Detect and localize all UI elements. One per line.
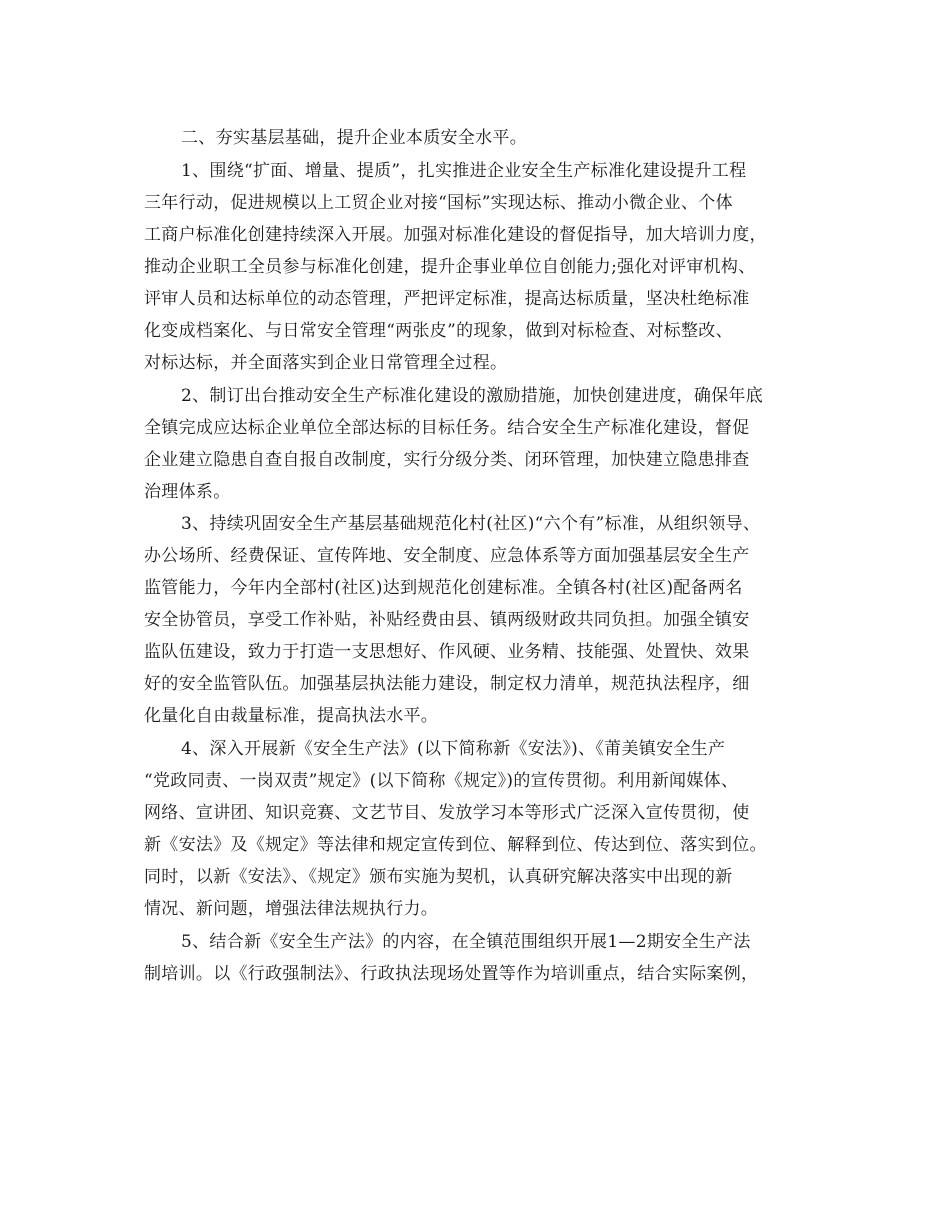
- paragraph-line: 安全协管员，享受工作补贴，补贴经费由县、镇两级财政共同负担。加强全镇安: [144, 610, 750, 630]
- paragraph-line: 1、围绕“扩面、增量、提质”，扎实推进企业安全生产标准化建设提升工程: [181, 161, 747, 181]
- paragraph-line: 推动企业职工全员参与标准化创建，提升企事业单位自创能力;强化对评审机构、: [144, 257, 756, 277]
- paragraph-line: 办公场所、经费保证、宣传阵地、安全制度、应急体系等方面加强基层安全生产: [144, 546, 750, 566]
- paragraph-line: 同时，以新《安法》、《规定》颁布实施为契机，认真研究解决落实中出现的新: [144, 867, 733, 887]
- paragraph-line: 2、制订出台推动安全生产标准化建设的激励措施，加快创建进度，确保年底: [181, 386, 764, 406]
- paragraph-line: 企业建立隐患自查自报自改制度，实行分级分类、闭环管理，加快建立隐患排查: [144, 450, 750, 470]
- paragraph-line: 全镇完成应达标企业单位全部达标的目标任务。结合安全生产标准化建设，督促: [144, 418, 750, 438]
- paragraph-line: 4、深入开展新《安全生产法》(以下简称新《安法》)、《莆美镇安全生产: [181, 739, 726, 759]
- paragraph-line: 新《安法》及《规定》等法律和规定宣传到位、解释到位、传达到位、落实到位。: [144, 835, 767, 855]
- paragraph-line: “党政同责、一岗双责”规定》(以下简称《规定》)的宣传贯彻。利用新闻媒体、: [144, 771, 739, 791]
- paragraph-line: 监队伍建设，致力于打造一支思想好、作风硬、业务精、技能强、处置快、效果: [144, 642, 750, 662]
- paragraph-line: 治理体系。: [144, 482, 231, 502]
- paragraph-line: 制培训。以《行政强制法》、行政执法现场处置等作为培训重点，结合实际案例，: [144, 964, 759, 984]
- paragraph-line: 化量化自由裁量标准，提高执法水平。: [144, 706, 439, 726]
- paragraph-line: 评审人员和达标单位的动态管理，严把评定标准，提高达标质量，坚决杜绝标准: [144, 289, 750, 309]
- paragraph-line: 化变成档案化、与日常安全管理“两张皮”的现象，做到对标检查、对标整改、: [144, 321, 733, 341]
- paragraph-line: 对标达标，并全面落实到企业日常管理全过程。: [144, 353, 508, 373]
- paragraph-line: 监管能力，今年内全部村(社区)达到规范化创建标准。全镇各村(社区)配备两名: [144, 578, 743, 598]
- paragraph-line: 工商户标准化创建持续深入开展。加强对标准化建设的督促指导，加大培训力度，: [144, 225, 767, 245]
- section-heading: 二、夯实基层基础，提升企业本质安全水平。: [181, 128, 527, 148]
- paragraph-line: 5、结合新《安全生产法》的内容，在全镇范围组织开展1—2期安全生产法: [181, 932, 751, 952]
- paragraph-line: 三年行动，促进规模以上工贸企业对接“国标”实现达标、推动小微企业、个体: [144, 193, 733, 213]
- paragraph-line: 好的安全监管队伍。加强基层执法能力建设，制定权力清单，规范执法程序，细: [144, 674, 750, 694]
- paragraph-line: 情况、新问题，增强法律法规执行力。: [144, 899, 439, 919]
- paragraph-line: 3、持续巩固安全生产基层基础规范化村(社区)“六个有”标准，从组织领导、: [181, 514, 761, 534]
- paragraph-line: 网络、宣讲团、知识竞赛、文艺节目、发放学习本等形式广泛深入宣传贯彻，使: [144, 803, 750, 823]
